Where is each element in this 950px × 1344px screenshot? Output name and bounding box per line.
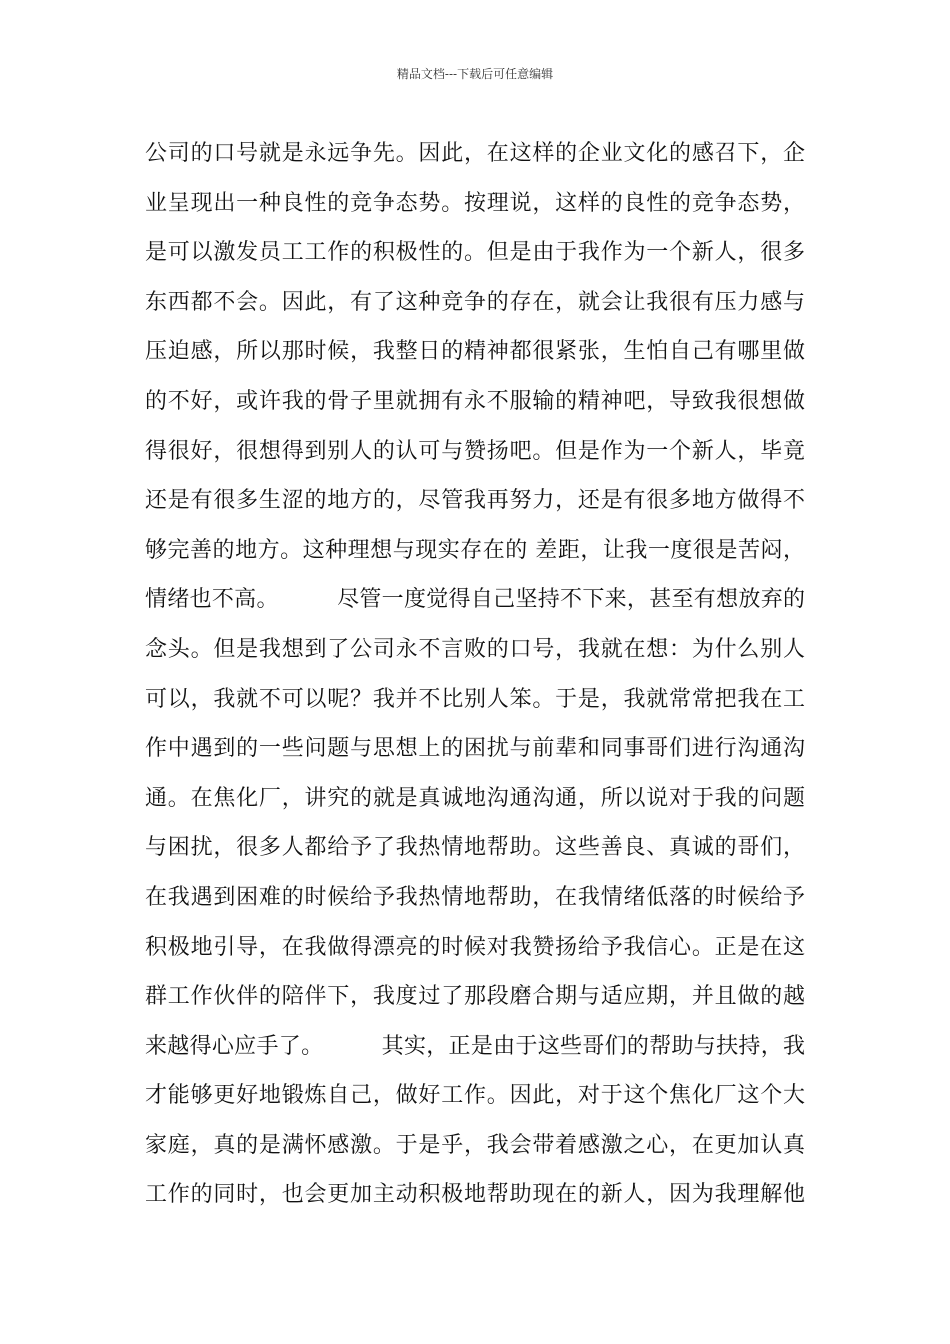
text-line: 业呈现出一种良性的竞争态势。按理说，这样的良性的竞争态势，	[145, 190, 805, 216]
text-line: 积极地引导，在我做得漂亮的时候对我赞扬给予我信心。正是在这	[145, 934, 805, 960]
text-line: 在我遇到困难的时候给予我热情地帮助，在我情绪低落的时候给予	[145, 884, 805, 910]
text-line: 东西都不会。因此，有了这种竞争的存在，就会让我很有压力感与	[145, 289, 805, 315]
text-line: 还是有很多生涩的地方的，尽管我再努力，还是有很多地方做得不	[145, 488, 805, 514]
text-line: 得很好，很想得到别人的认可与赞扬吧。但是作为一个新人，毕竟	[145, 438, 805, 464]
page-header: 精品文档---下载后可任意编辑	[396, 67, 554, 81]
text-line: 情绪也不高。 尽管一度觉得自己坚持不下来，甚至有想放弃的	[145, 587, 805, 613]
text-line: 来越得心应手了。 其实，正是由于这些哥们的帮助与扶持，我	[145, 1033, 805, 1059]
text-line: 工作的同时，也会更加主动积极地帮助现在的新人，因为我理解他	[145, 1182, 805, 1208]
text-line: 公司的口号就是永远争先。因此，在这样的企业文化的感召下，企	[145, 141, 805, 166]
text-line: 与困扰，很多人都给予了我热情地帮助。这些善良、真诚的哥们，	[145, 835, 805, 861]
text-line: 可以，我就不可以呢？我并不比别人笨。于是，我就常常把我在工	[145, 686, 805, 712]
text-line: 通。在焦化厂，讲究的就是真诚地沟通沟通，所以说对于我的问题	[145, 785, 805, 811]
text-line: 够完善的地方。这种理想与现实存在的 差距，让我一度很是苦闷，	[145, 537, 805, 563]
text-line: 家庭，真的是满怀感激。于是乎，我会带着感激之心，在更加认真	[145, 1132, 805, 1158]
body-text	[145, 129, 805, 1220]
text-line: 的不好，或许我的骨子里就拥有永不服输的精神吧，导致我很想做	[145, 388, 805, 414]
text-line: 压迫感，所以那时候，我整日的精神都很紧张，生怕自己有哪里做	[145, 339, 805, 365]
text-line: 才能够更好地锻炼自己，做好工作。因此，对于这个焦化厂这个大	[145, 1083, 805, 1109]
text-line: 群工作伙伴的陪伴下，我度过了那段磨合期与适应期，并且做的越	[145, 984, 805, 1010]
text-line: 念头。但是我想到了公司永不言败的口号，我就在想：为什么别人	[145, 636, 805, 662]
text-line: 作中遇到的一些问题与思想上的困扰与前辈和同事哥们进行沟通沟	[145, 736, 805, 762]
text-line: 是可以激发员工工作的积极性的。但是由于我作为一个新人，很多	[145, 240, 805, 266]
